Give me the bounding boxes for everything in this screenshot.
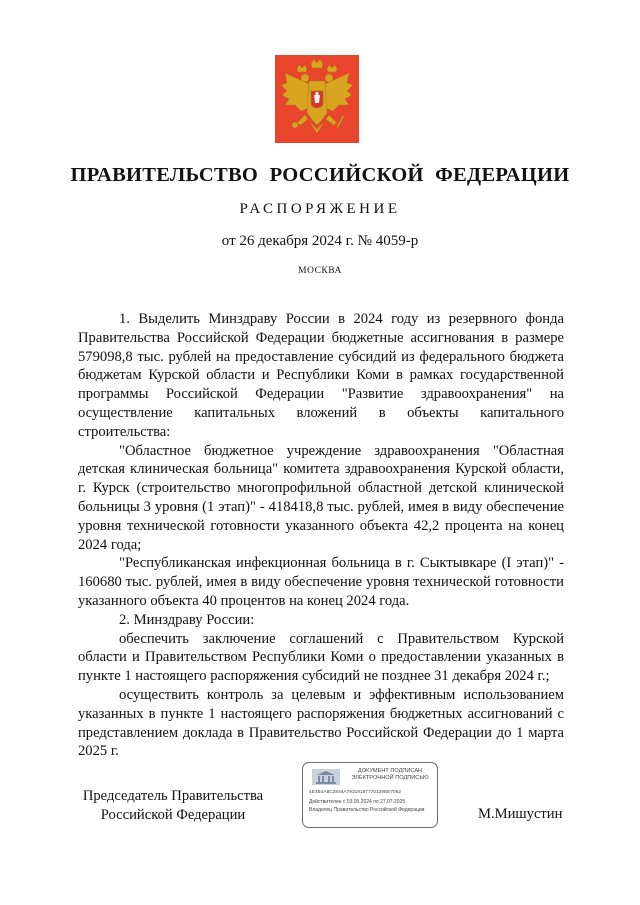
stamp-title-line1: ДОКУМЕНТ ПОДПИСАН: [357, 768, 423, 774]
stamp-title-line2: ЭЛЕКТРОННОЙ ПОДПИСЬЮ: [351, 775, 429, 781]
document-city: МОСКВА: [298, 266, 342, 276]
paragraph-6: осуществить контроль за целевым и эффективным использованием указанных в пункте 1 настоящего распоряжения бюджетных ассигнований с представлением доклада в Правительство Российской Федерации до 1 марта 2025 г.: [78, 686, 564, 760]
document-body: [78, 310, 564, 761]
document-date-number: от 26 декабря 2024 г. № 4059-р: [221, 233, 419, 249]
electronic-signature-stamp: [302, 762, 438, 828]
paragraph-4: 2. Минздраву России:: [119, 611, 255, 628]
paragraph-3: "Республиканская инфекционная больница в г. Сыктывкаре (I этап)" - 160680 тыс. рублей, имея в виду обеспечение уровня технической готовности указанного объекта 40 процентов на конец 2024 года.: [78, 555, 564, 609]
paragraph-2: "Областное бюджетное учреждение здравоохранения "Областная детская клиническая больница" комитета здравоохранения Курской области, г. Курск (строительство многопрофильной областной детской клинической больницы 3 уровня (1 этап)" - 418418,8 тыс. рублей, имея в виду обеспечение уровня технической готовности указанного объекта 42,2 процента на конец 2024 года;: [78, 442, 564, 553]
document-type: РАСПОРЯЖЕНИЕ: [239, 201, 401, 217]
stamp-validity: Действителен с 03.05.2024 по 27.07.2025: [309, 799, 406, 805]
signatory-name: М.Мишустин: [478, 806, 563, 822]
government-title: ПРАВИТЕЛЬСТВО РОССИЙСКОЙ ФЕДЕРАЦИИ: [70, 164, 570, 186]
signatory-position: [78, 787, 268, 825]
signatory-position-line2: Российской Федерации: [100, 806, 246, 823]
signatory-position-line1: Председатель Правительства: [82, 788, 264, 804]
coat-of-arms-icon: [275, 55, 359, 143]
stamp-owner: Владелец Правительство Российской Федерации: [309, 807, 425, 813]
paragraph-1: 1. Выделить Минздраву России в 2024 году из резервного фонда Правительства Российской Федерации бюджетные ассигнования в размере 579098,8 тыс. рублей на предоставление субсидий из федерального бюджета бюджетам Курской области и Республики Коми в рамках государственной программы Российской Федерации "Развитие здравоохранения" на осуществление капитальных вложений в объекты капитального строительства:: [78, 311, 564, 440]
paragraph-5: обеспечить заключение соглашений с Правительством Курской области и Правительством Республики Коми о предоставлении указанных в пункте 1 настоящего распоряжения субсидий не позднее 31 декабря 2024 г.;: [78, 630, 564, 685]
stamp-certificate: 4E4B4A8C2844A79319187770129EE7062: [309, 790, 402, 795]
government-building-icon: [311, 768, 341, 786]
stamp-title: [345, 768, 435, 782]
